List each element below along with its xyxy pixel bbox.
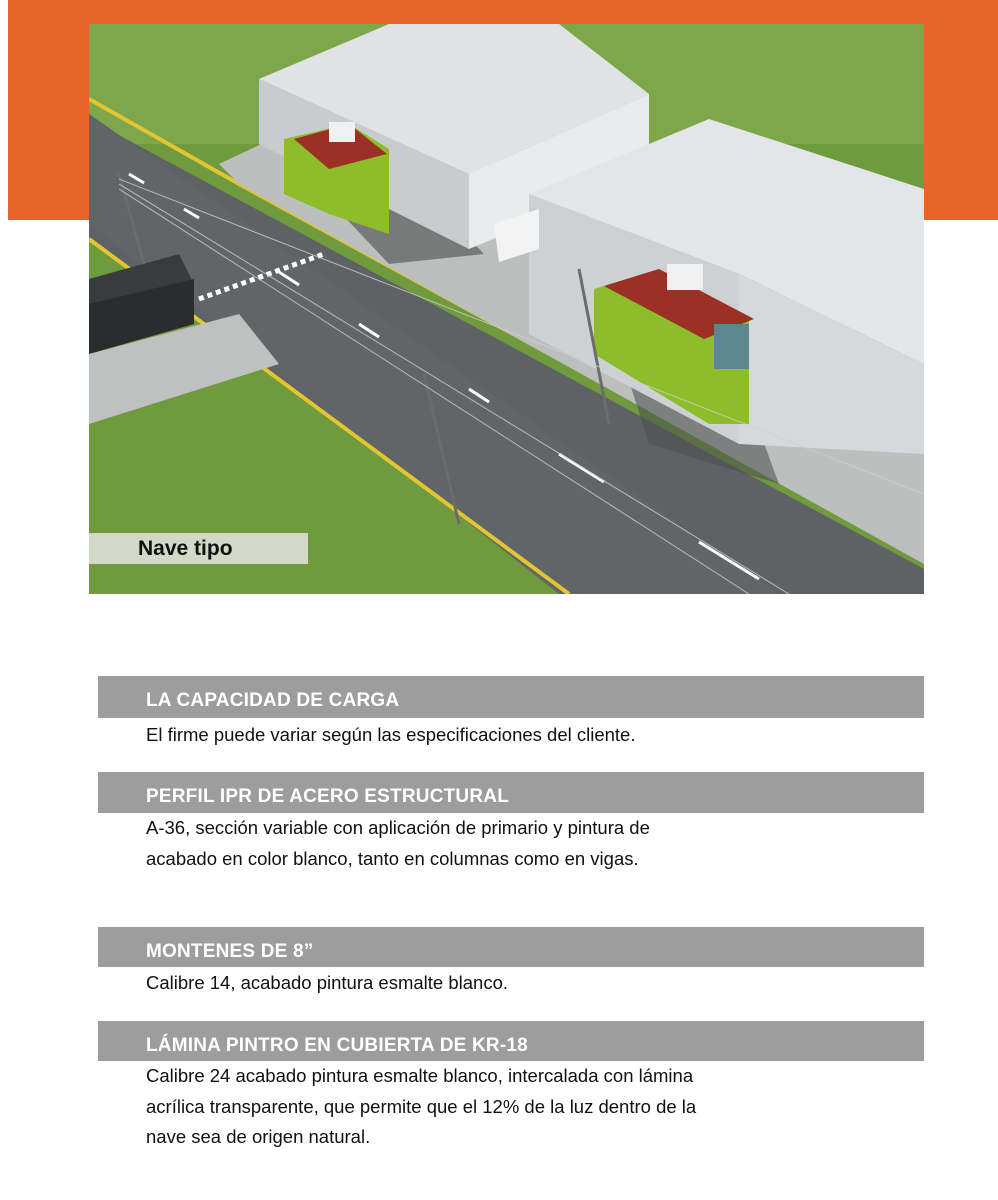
- section-title-perfil-ipr: PERFIL IPR DE ACERO ESTRUCTURAL: [98, 772, 924, 813]
- section-title-lamina-pintro: LÁMINA PINTRO EN CUBIERTA DE KR-18: [98, 1021, 924, 1061]
- section-text-capacidad-carga: El firme puede variar según las especificaciones del cliente.: [146, 724, 636, 745]
- section-text-perfil-ipr: A-36, sección variable con aplicación de primario y pintura de acabado en color blanco, tanto en columnas como en vigas.: [146, 817, 650, 869]
- section-text-lamina-pintro: Calibre 24 acabado pintura esmalte blanco, intercalada con lámina acrílica transparente, que permite que el 12% de la luz dentro de la nave sea de origen natural.: [146, 1065, 697, 1147]
- warehouse-aerial-photo: [89, 24, 924, 594]
- photo-caption: Nave tipo: [89, 533, 308, 564]
- section-text-montenes: Calibre 14, acabado pintura esmalte blanco.: [146, 972, 509, 993]
- section-title-capacidad-carga: LA CAPACIDAD DE CARGA: [98, 676, 924, 718]
- section-title-montenes: MONTENES DE 8”: [98, 927, 924, 967]
